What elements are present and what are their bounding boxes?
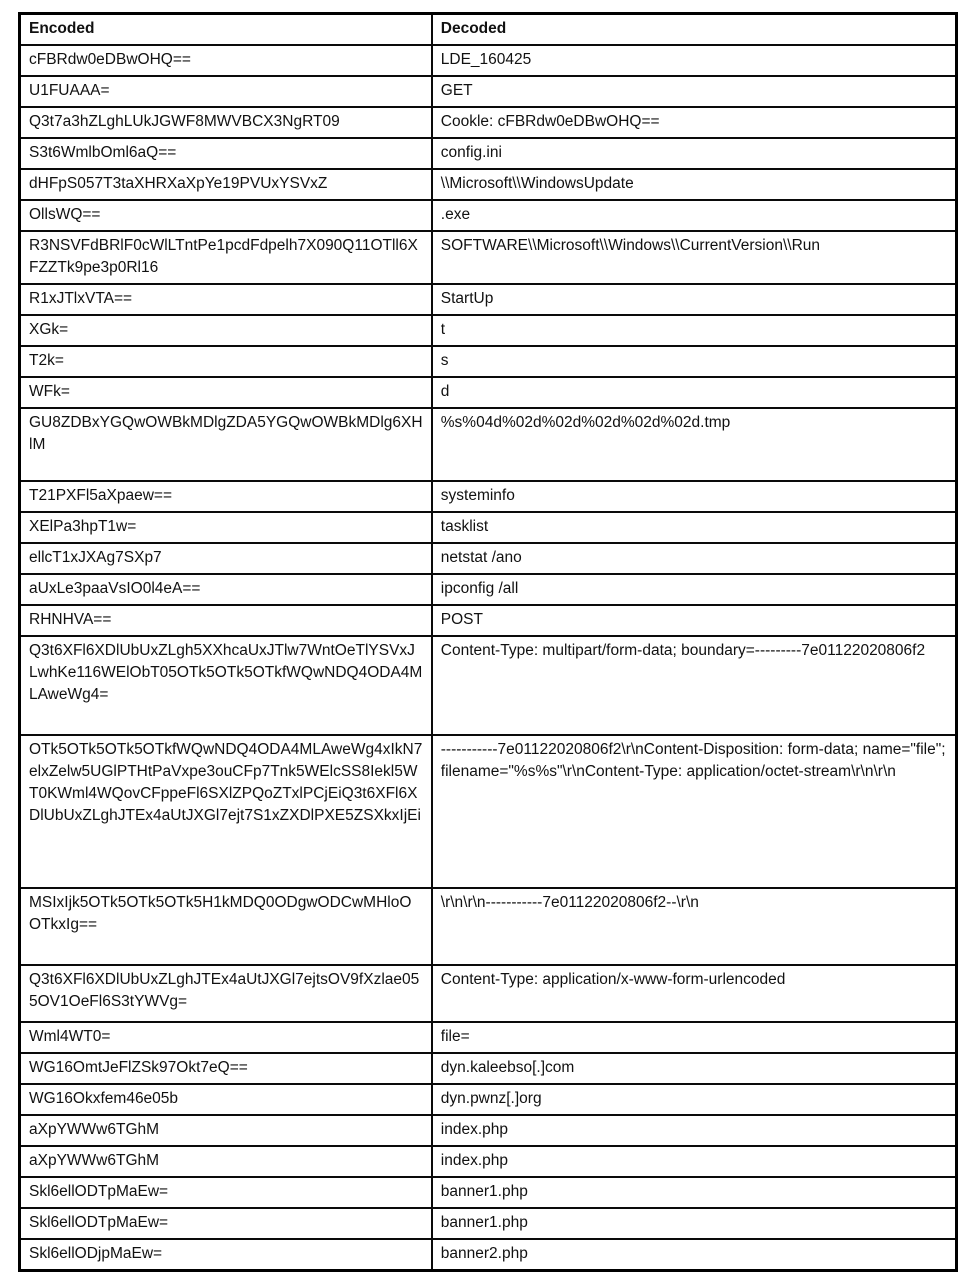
encoded-cell: aXpYWWw6TGhM: [20, 1115, 432, 1146]
decoded-cell: GET: [432, 76, 957, 107]
encoded-cell: T21PXFl5aXpaew==: [20, 481, 432, 512]
table-row: [20, 200, 957, 231]
encoded-cell: Skl6ellODTpMaEw=: [20, 1177, 432, 1208]
decoded-cell: Content-Type: application/x-www-form-urlencoded: [432, 965, 957, 1022]
decoded-cell: StartUp: [432, 284, 957, 315]
table-row: [20, 636, 957, 735]
decoded-cell: .exe: [432, 200, 957, 231]
table-row: [20, 346, 957, 377]
table-header-row: [20, 14, 957, 46]
decoded-cell: dyn.pwnz[.]org: [432, 1084, 957, 1115]
encoded-cell: XElPa3hpT1w=: [20, 512, 432, 543]
decoded-cell: LDE_160425: [432, 45, 957, 76]
encoded-decoded-table: [18, 12, 958, 1272]
decoded-cell: banner1.php: [432, 1177, 957, 1208]
decoded-cell: file=: [432, 1022, 957, 1053]
decoded-cell: tasklist: [432, 512, 957, 543]
table-row: [20, 1146, 957, 1177]
table-row: [20, 512, 957, 543]
decoded-column-header: Decoded: [432, 14, 957, 46]
encoded-cell: Skl6ellODjpMaEw=: [20, 1239, 432, 1271]
table-row: [20, 45, 957, 76]
decoded-cell: banner1.php: [432, 1208, 957, 1239]
decoded-cell: ipconfig /all: [432, 574, 957, 605]
table-row: [20, 1177, 957, 1208]
encoded-cell: S3t6WmlbOml6aQ==: [20, 138, 432, 169]
decoded-cell: -----------7e01122020806f2\r\nContent-Disposition: form-data; name="file"; filename="%s%s"\r\nContent-Type: application/octet-stream\r\n\r\n: [432, 735, 957, 888]
encoded-cell: Q3t7a3hZLghLUkJGWF8MWVBCX3NgRT09: [20, 107, 432, 138]
table-row: [20, 574, 957, 605]
encoded-cell: WFk=: [20, 377, 432, 408]
decoded-cell: netstat /ano: [432, 543, 957, 574]
table-row: [20, 377, 957, 408]
encoded-cell: dHFpS057T3taXHRXaXpYe19PVUxYSVxZ: [20, 169, 432, 200]
table-row: [20, 169, 957, 200]
encoded-cell: Wml4WT0=: [20, 1022, 432, 1053]
decoded-cell: Cookle: cFBRdw0eDBwOHQ==: [432, 107, 957, 138]
decoded-cell: dyn.kaleebso[.]com: [432, 1053, 957, 1084]
encoded-cell: Q3t6XFl6XDlUbUxZLghJTEx4aUtJXGl7ejtsOV9fXzlae055OV1OeFl6S3tYWVg=: [20, 965, 432, 1022]
decoded-cell: systeminfo: [432, 481, 957, 512]
table-row: [20, 965, 957, 1022]
table-row: [20, 1115, 957, 1146]
table-row: [20, 408, 957, 481]
table-row: [20, 284, 957, 315]
encoded-cell: OTk5OTk5OTk5OTkfWQwNDQ4ODA4MLAweWg4xIkN7elxZelw5UGlPTHtPaVxpe3ouCFp7Tnk5WElcSS8Iekl5WT0KWml4WQovCFppeFl6SXlZPQoZTxlPCjEiQ3t6XFl6XDlUbUxZLghJTEx4aUtJXGl7ejt7S1xZXDlPXE5ZSXkxIjEi: [20, 735, 432, 888]
encoded-cell: WG16Okxfem46e05b: [20, 1084, 432, 1115]
decoded-cell: config.ini: [432, 138, 957, 169]
decoded-cell: t: [432, 315, 957, 346]
table-row: [20, 481, 957, 512]
table-row: [20, 1022, 957, 1053]
table-row: [20, 1208, 957, 1239]
decoded-cell: \\Microsoft\\WindowsUpdate: [432, 169, 957, 200]
table-row: [20, 1239, 957, 1271]
decoded-cell: index.php: [432, 1146, 957, 1177]
decoded-cell: \r\n\r\n-----------7e01122020806f2--\r\n: [432, 888, 957, 965]
decoded-cell: Content-Type: multipart/form-data; boundary=---------7e01122020806f2: [432, 636, 957, 735]
table-body: [20, 45, 957, 1271]
table-row: [20, 735, 957, 888]
decoded-cell: s: [432, 346, 957, 377]
table-row: [20, 1053, 957, 1084]
decoded-cell: %s%04d%02d%02d%02d%02d%02d.tmp: [432, 408, 957, 481]
table-row: [20, 888, 957, 965]
decoded-cell: d: [432, 377, 957, 408]
encoded-cell: ellcT1xJXAg7SXp7: [20, 543, 432, 574]
table-row: [20, 76, 957, 107]
encoded-cell: aXpYWWw6TGhM: [20, 1146, 432, 1177]
decoded-cell: POST: [432, 605, 957, 636]
table-row: [20, 107, 957, 138]
encoded-cell: Skl6ellODTpMaEw=: [20, 1208, 432, 1239]
encoded-cell: GU8ZDBxYGQwOWBkMDlgZDA5YGQwOWBkMDlg6XHlM: [20, 408, 432, 481]
encoded-cell: T2k=: [20, 346, 432, 377]
table-row: [20, 315, 957, 346]
encoded-cell: WG16OmtJeFlZSk97Okt7eQ==: [20, 1053, 432, 1084]
encoded-cell: U1FUAAA=: [20, 76, 432, 107]
table-row: [20, 605, 957, 636]
encoded-cell: R3NSVFdBRlF0cWlLTntPe1pcdFdpelh7X090Q11OTll6XFZZTk9pe3p0Rl16: [20, 231, 432, 284]
decoded-cell: index.php: [432, 1115, 957, 1146]
encoded-cell: MSIxIjk5OTk5OTk5OTk5H1kMDQ0ODgwODCwMHloOOTkxIg==: [20, 888, 432, 965]
encoded-column-header: Encoded: [20, 14, 432, 46]
encoded-cell: XGk=: [20, 315, 432, 346]
decoded-cell: SOFTWARE\\Microsoft\\Windows\\CurrentVersion\\Run: [432, 231, 957, 284]
encoded-cell: Q3t6XFl6XDlUbUxZLgh5XXhcaUxJTlw7WntOeTlYSVxJLwhKe116WElObT05OTk5OTk5OTkfWQwNDQ4ODA4MLAweWg4=: [20, 636, 432, 735]
decoded-cell: banner2.php: [432, 1239, 957, 1271]
encoded-cell: aUxLe3paaVsIO0l4eA==: [20, 574, 432, 605]
encoded-cell: RHNHVA==: [20, 605, 432, 636]
table-row: [20, 1084, 957, 1115]
encoded-cell: cFBRdw0eDBwOHQ==: [20, 45, 432, 76]
encoded-cell: OllsWQ==: [20, 200, 432, 231]
encoded-cell: R1xJTlxVTA==: [20, 284, 432, 315]
table-row: [20, 543, 957, 574]
table-row: [20, 138, 957, 169]
table-row: [20, 231, 957, 284]
